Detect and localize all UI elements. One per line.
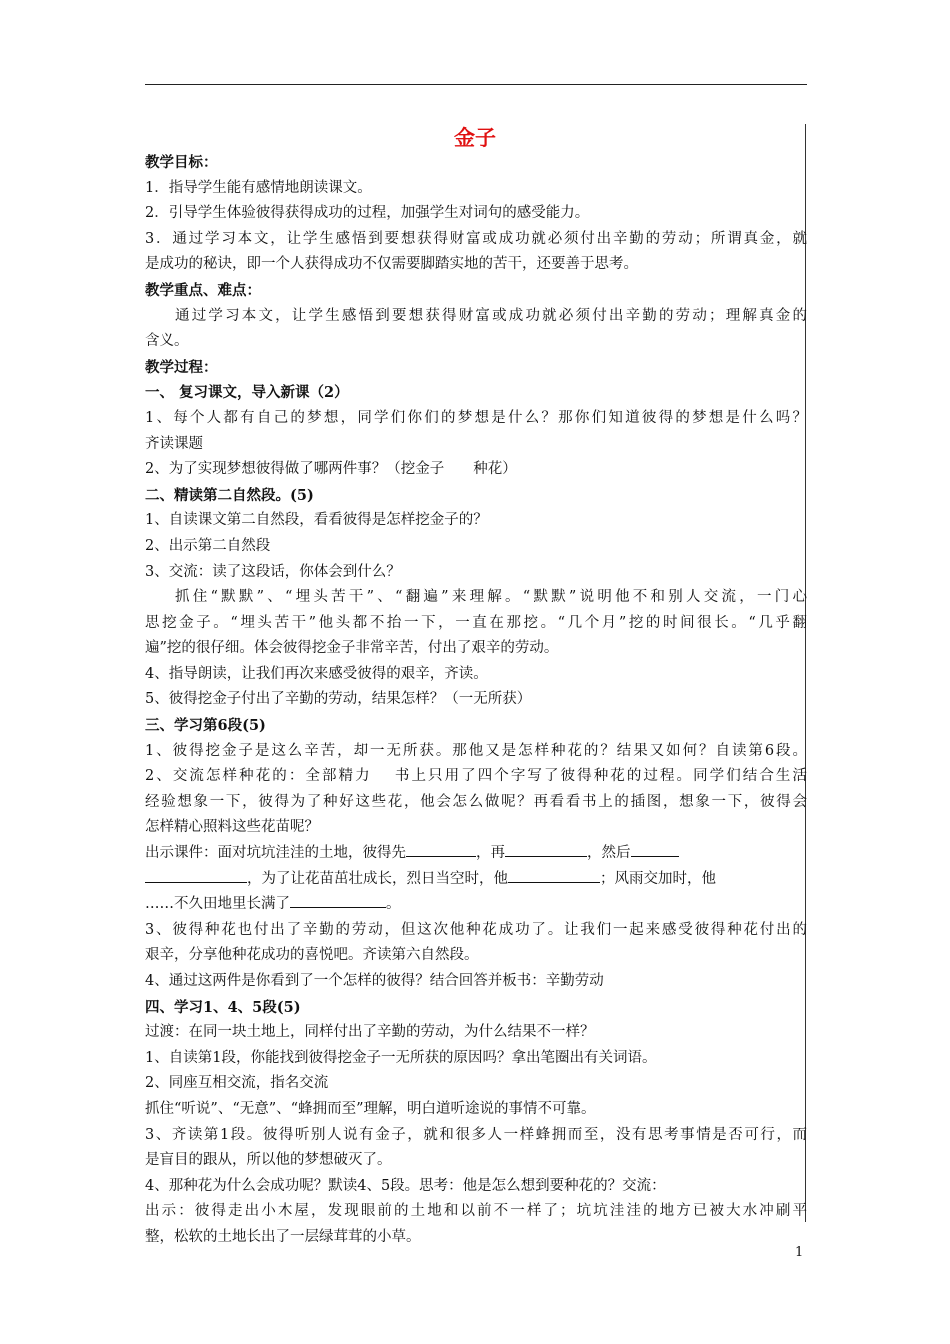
text-line: 2．引导学生体验彼得获得成功的过程，加强学生对词句的感受能力。 bbox=[145, 205, 590, 222]
text-line: 出示：彼得走出小木屋，发现眼前的土地和以前不一样了；坑坑洼洼的地方已被大水冲刷平 bbox=[145, 1203, 807, 1220]
text-line: 艰辛，分享他种花成功的喜悦吧。齐读第六自然段。 bbox=[145, 947, 479, 964]
fill-line-2 bbox=[145, 867, 807, 893]
text-line: 过渡：在同一块土地上，同样付出了辛勤的劳动，为什么结果不一样？ bbox=[145, 1024, 595, 1041]
text-line: 1、自读第1段，你能找到彼得挖金子一无所获的原因吗？拿出笔圈出有关词语。 bbox=[145, 1049, 657, 1066]
text-line: 怎样精心照料这些花苗呢？ bbox=[145, 819, 319, 836]
fill-blank bbox=[145, 868, 247, 883]
fill-text: ，然后 bbox=[587, 845, 631, 862]
text-line: 含义。 bbox=[145, 333, 189, 350]
text-line: 齐读课题 bbox=[145, 435, 203, 452]
section-heading: 教学过程： bbox=[145, 358, 218, 376]
text-line: 4、指导朗读，让我们再次来感受彼得的艰辛，齐读。 bbox=[145, 665, 488, 682]
header-rule bbox=[145, 84, 807, 85]
text-line: 3．通过学习本文，让学生感悟到要想获得财富或成功就必须付出辛勤的劳动；所谓真金，就 bbox=[145, 230, 807, 247]
section-heading: 一、 复习课文，导入新课（2） bbox=[145, 384, 349, 402]
fill-blank bbox=[406, 842, 476, 857]
fill-text: 出示课件：面对坑坑洼洼的土地，彼得先 bbox=[145, 845, 406, 862]
text-line: 2、出示第二自然段 bbox=[145, 537, 271, 554]
text-line: 是成功的秘诀，即一个人获得成功不仅需要脚踏实地的苦干，还要善于思考。 bbox=[145, 256, 638, 273]
text-block-2 bbox=[145, 918, 807, 1251]
section-heading: 教学目标： bbox=[145, 154, 218, 171]
text-line: 2、交流怎样种花的：全部精力 书上只用了四个字写了彼得种花的过程。同学们结合生活 bbox=[145, 768, 807, 785]
fill-blank bbox=[505, 842, 587, 857]
text-line: 2、同座互相交流，指名交流 bbox=[145, 1075, 329, 1092]
text-line: 4、通过这两件是你看到了一个怎样的彼得？结合回答并板书：辛勤劳动 bbox=[145, 973, 604, 989]
text-line: 整，松软的土地长出了一层绿茸茸的小草。 bbox=[145, 1228, 421, 1245]
fill-line-3 bbox=[145, 892, 807, 918]
fill-text: ；风雨交加时，他 bbox=[600, 870, 716, 887]
text-line: 通过学习本文，让学生感悟到要想获得财富或成功就必须付出辛勤的劳动；理解真金的 bbox=[175, 307, 807, 324]
text-line: 1、彼得挖金子是这么辛苦，却一无所获。那他又是怎样种花的？结果又如何？自读第6段。 bbox=[145, 742, 807, 759]
text-line: 3、齐读第1段。彼得听别人说有金子，就和很多人一样蜂拥而至，没有思考事情是否可行，而 bbox=[145, 1126, 807, 1143]
section-heading: 二、精读第二自然段。(5) bbox=[145, 486, 314, 504]
fill-line-1 bbox=[145, 841, 807, 867]
fill-text: ，再 bbox=[476, 845, 505, 862]
text-block-1 bbox=[145, 150, 807, 841]
text-line: 4、那种花为什么会成功呢？默读4、5段。思考：他是怎么想到要种花的？交流： bbox=[145, 1177, 666, 1194]
section-heading: 四、学习1、4、5段(5) bbox=[145, 998, 301, 1016]
text-line: 遍”挖的很仔细。体会彼得挖金子非常辛苦，付出了艰辛的劳动。 bbox=[145, 640, 559, 657]
text-line: 1、自读课文第二自然段，看看彼得是怎样挖金子的？ bbox=[145, 512, 488, 529]
fill-blank bbox=[631, 842, 679, 857]
text-line: 3、交流：读了这段话，你体会到什么？ bbox=[145, 563, 401, 580]
page-number: 1 bbox=[795, 1245, 804, 1260]
text-line: 抓住“默默”、“埋头苦干”、“翻遍”来理解。“默默”说明他不和别人交流，一门心 bbox=[175, 589, 807, 606]
fill-blank bbox=[290, 893, 386, 908]
section-heading: 教学重点、难点： bbox=[145, 281, 261, 299]
text-line: 经验想象一下，彼得为了种好这些花，他会怎么做呢？再看看书上的插图，想象一下，彼得会 bbox=[145, 793, 807, 810]
text-line: 思挖金子。“埋头苦干”他头都不抬一下，一直在那挖。“几个月”挖的时间很长。“几乎翻 bbox=[145, 614, 807, 631]
fill-text: 。 bbox=[386, 896, 401, 913]
fill-blank bbox=[508, 868, 600, 883]
text-line: 2、为了实现梦想彼得做了哪两件事？（挖金子 种花） bbox=[145, 461, 517, 478]
text-line: 5、彼得挖金子付出了辛勤的劳动，结果怎样？（一无所获） bbox=[145, 691, 532, 708]
document-title: 金子 bbox=[454, 125, 496, 150]
text-line: 抓住“听说”、“无意”、“蜂拥而至”理解，明白道听途说的事情不可靠。 bbox=[145, 1100, 596, 1117]
text-line: 是盲目的跟从，所以他的梦想破灭了。 bbox=[145, 1152, 392, 1169]
text-line: 1．指导学生能有感情地朗读课文。 bbox=[145, 179, 372, 196]
section-heading: 三、学习第6段(5) bbox=[145, 717, 266, 735]
fill-text: ……不久田地里长满了 bbox=[145, 896, 290, 913]
text-line: 1、每个人都有自己的梦想，同学们你们的梦想是什么？那你们知道彼得的梦想是什么吗？ bbox=[145, 409, 807, 426]
text-line: 3、彼得种花也付出了辛勤的劳动，但这次他种花成功了。让我们一起来感受彼得种花付出的 bbox=[145, 921, 807, 938]
document-body bbox=[145, 150, 807, 1251]
fill-text: ，为了让花苗茁壮成长，烈日当空时，他 bbox=[247, 870, 508, 887]
